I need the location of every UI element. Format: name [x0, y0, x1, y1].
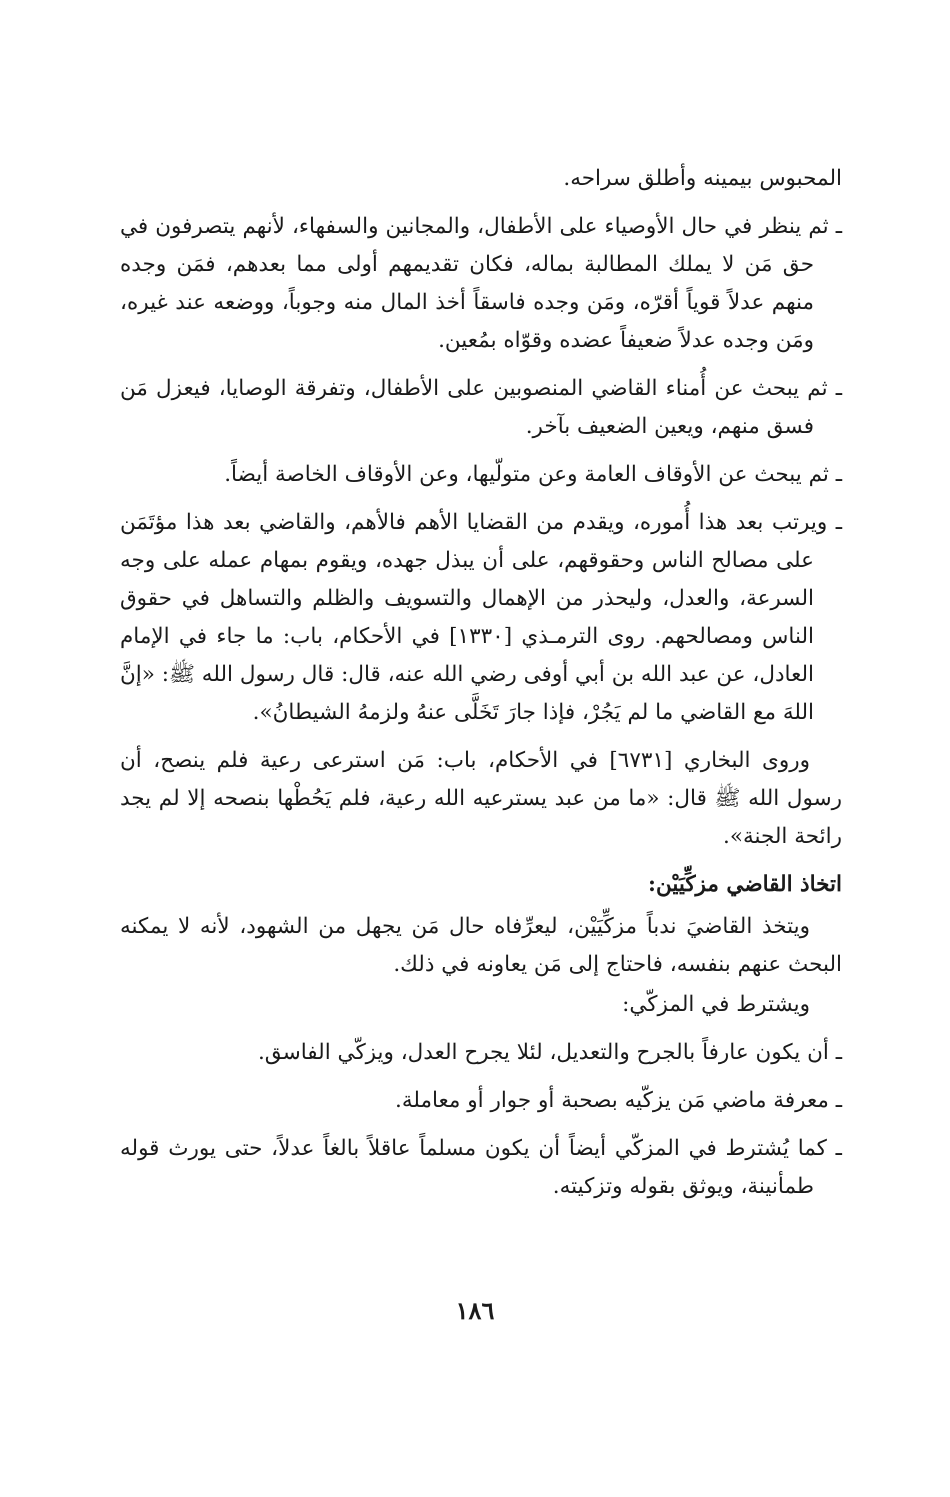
- paragraph-trustees: ـ ثم يبحث عن أُمناء القاضي المنصوبين على الأطفال، وتفرقة الوصايا، فيعزل مَن فسق منهم، ويعين الضعيف بآخر.: [120, 376, 842, 439]
- paragraph-priorities: ـ ويرتب بعد هذا أُموره، ويقدم من القضايا الأهم فالأهم، والقاضي بعد هذا مؤتَمَن على مصالح الناس وحقوقهم، على أن يبذل جهده، ويقوم بمهام عمله على وجه السرعة، والعدل، وليحذر من الإهمال والتسويف والظلم والتساهل في حقوق الناس ومصالحهم. روى الترمـذي [١٣٣٠] في الأحكام، باب: ما جاء في الإمام العادل، عن عبد الله بن أبي أوفى رضي الله عنه، قال: قال رسول الله ﷺ: «إنَّ اللهَ مع القاضي ما لم يَجُرْ، فإذا جارَ تَخَلَّى عنهُ ولزمهُ الشيطانُ».: [120, 510, 842, 725]
- paragraph-conditions-label: ويشترط في المزكّي:: [622, 992, 810, 1017]
- page-body: [120, 160, 842, 1216]
- paragraph-guardians: ـ ثم ينظر في حال الأوصياء على الأطفال، والمجانين والسفهاء، لأنهم يتصرفون في حق مَن لا يملك المطالبة بماله، فكان تقديمهم أولى مما بعدهم، فمَن وجده منهم عدلاً قوياً أقرّه، ومَن وجده فاسقاً أخذ المال منه وجوباً، ووضعه عند غيره، ومَن وجده عدلاً ضعيفاً عضده وقوّاه بمُعين.: [120, 214, 842, 353]
- paragraph-bukhari: وروى البخاري [٦٧٣١] في الأحكام، باب: مَن استرعى رعية فلم ينصح، أن رسول الله ﷺ قال: «ما من عبد يسترعيه الله رعية، فلم يَحُطْها بنصحه إلا لم يجد رائحة الجنة».: [120, 748, 842, 849]
- condition-item-2: ـ معرفة ماضي مَن يزكّيه بصحبة أو جوار أو معاملة.: [394, 1088, 842, 1113]
- page-number: ١٨٦: [455, 1296, 495, 1325]
- paragraph-muzakki-intro: ويتخذ القاضيَ ندباً مزكِّيَيْن، ليعرِّفاه حال مَن يجهل من الشهود، لأنه لا يمكنه البحث عنهم بنفسه، فاحتاج إلى مَن يعاونه في ذلك.: [120, 914, 842, 977]
- section-heading: اتخاذ القاضي مزكِّيَيْن:: [648, 872, 842, 897]
- paragraph-continuation: المحبوس بيمينه وأطلق سراحه.: [563, 166, 842, 191]
- condition-item-1: ـ أن يكون عارفاً بالجرح والتعديل، لئلا يجرح العدل، ويزكّي الفاسق.: [257, 1040, 842, 1065]
- condition-item-3: ـ كما يُشترط في المزكّي أيضاً أن يكون مسلماً عاقلاً بالغاً عدلاً، حتى يورث قوله طمأنينة، ويوثق بقوله وتزكيته.: [120, 1136, 842, 1199]
- paragraph-endowments: ـ ثم يبحث عن الأوقاف العامة وعن متولّيها، وعن الأوقاف الخاصة أيضاً.: [224, 462, 842, 487]
